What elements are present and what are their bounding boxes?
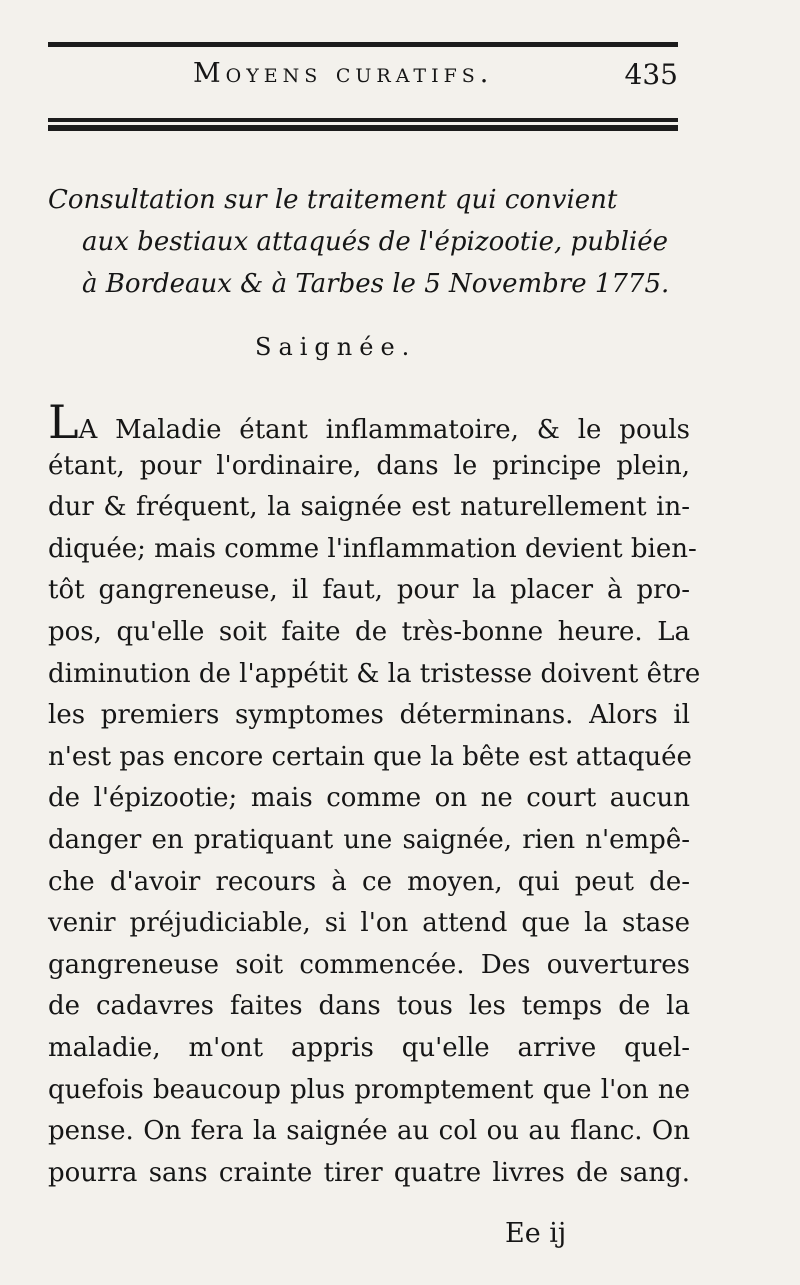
body-line: maladie, m'ont appris qu'elle arrive quel-: [48, 1033, 690, 1063]
body-line: tôt gangreneuse, il faut, pour la placer à pro-: [48, 575, 690, 606]
running-title: Moyens curatifs.: [193, 58, 494, 89]
header-rule-double: [48, 118, 678, 136]
header-rule-thin: [48, 118, 678, 122]
page-number: 435: [624, 58, 678, 91]
consultation-line-3: à Bordeaux & à Tarbes le 5 Novembre 1775.: [82, 269, 670, 299]
consultation-line-1: Consultation sur le traitement qui convient: [48, 185, 618, 215]
body-line: [48, 395, 690, 449]
body-line: pourra sans crainte tirer quatre livres de sang.: [48, 1157, 690, 1188]
body-line: pos, qu'elle soit faite de très-bonne heure. La: [48, 617, 690, 647]
body-line: de cadavres faites dans tous les temps de la: [48, 991, 690, 1022]
header-rule-top: [48, 42, 678, 47]
body-line: danger en pratiquant une saignée, rien n'empê-: [48, 825, 690, 855]
body-line: n'est pas encore certain que la bête est attaquée: [48, 741, 692, 772]
running-head: [48, 58, 678, 98]
body-line: les premiers symptomes déterminans. Alors il: [48, 700, 690, 731]
body-line: gangreneuse soit commencée. Des ouvertures: [48, 949, 690, 980]
body-line: diquée; mais comme l'inflammation devient bien-: [48, 533, 697, 564]
body-line: de l'épizootie; mais comme on ne court aucun: [48, 783, 690, 814]
header-rule-thick: [48, 125, 678, 131]
body-line: venir préjudiciable, si l'on attend que la stase: [48, 908, 690, 939]
section-title: Saignée.: [255, 333, 417, 361]
body-line: étant, pour l'ordinaire, dans le principe plein,: [48, 450, 690, 481]
signature-mark: Ee ij: [505, 1218, 567, 1249]
body-line: che d'avoir recours à ce moyen, qui peut de-: [48, 866, 690, 897]
body-line: diminution de l'appétit & la tristesse doivent être: [48, 658, 701, 689]
consultation-line-2: aux bestiaux attaqués de l'épizootie, publiée: [82, 227, 668, 257]
drop-cap: L: [48, 395, 79, 449]
body-line-text: A Maladie étant inflammatoire, & le pouls: [78, 415, 690, 445]
body-line: pense. On fera la saignée au col ou au flanc. On: [48, 1116, 690, 1147]
body-line: quefois beaucoup plus promptement que l'on ne: [48, 1074, 690, 1105]
body-line: dur & fréquent, la saignée est naturellement in-: [48, 492, 690, 523]
